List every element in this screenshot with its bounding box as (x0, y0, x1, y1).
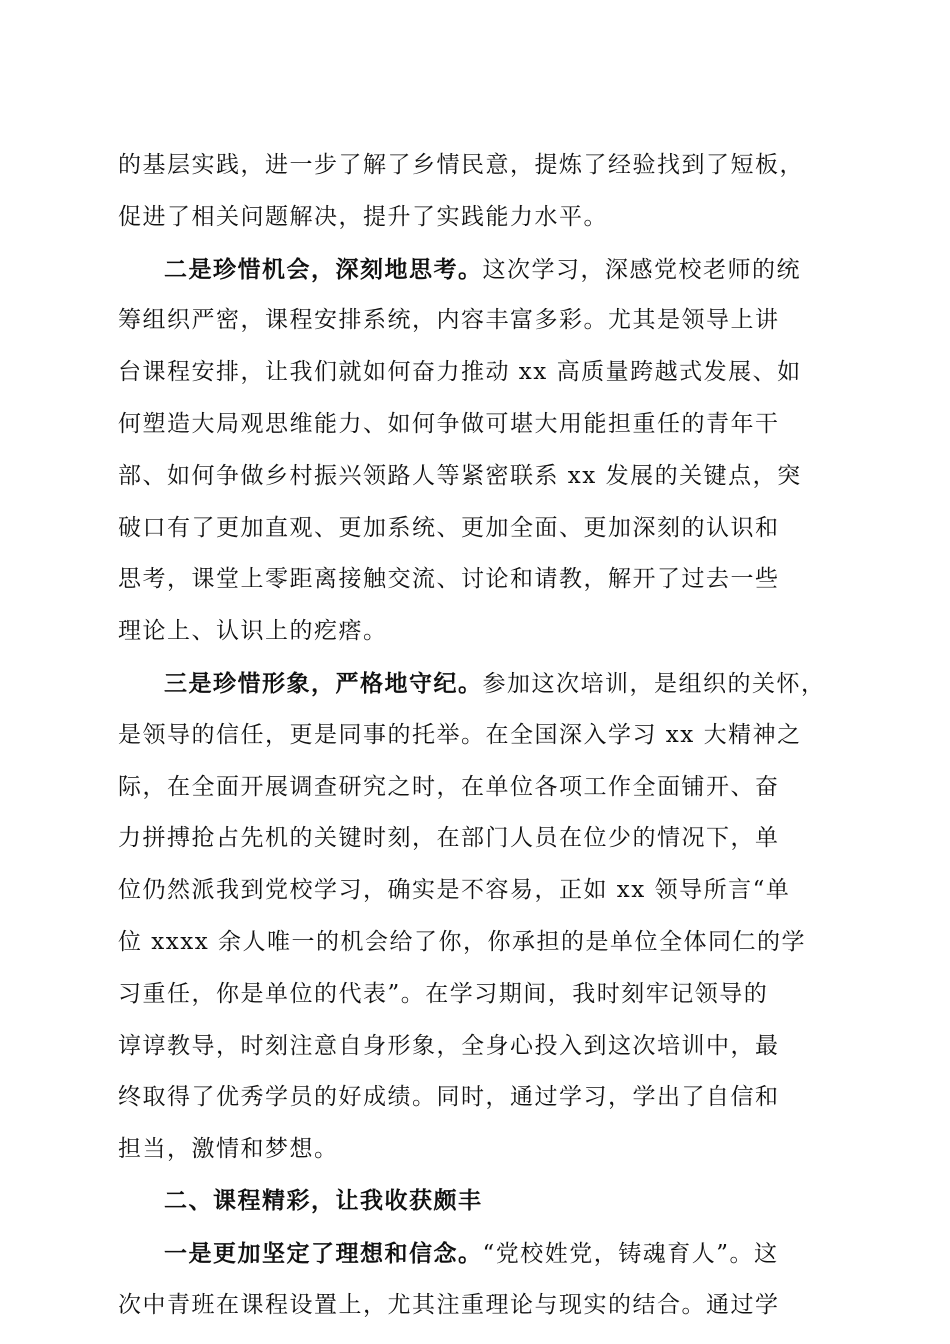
section-heading-text: 二、课程精彩，让我收获颇丰 (164, 1187, 483, 1214)
paragraph-lead: 一是更加坚定了理想和信念。 (164, 1239, 483, 1267)
paragraph-line (118, 192, 830, 244)
paragraph-line (118, 451, 830, 503)
line-text: 担当，激情和梦想。 (118, 1136, 339, 1163)
line-text: 理论上、认识上的疙瘩。 (118, 618, 388, 645)
paragraph-line (118, 658, 830, 710)
line-text: 破口有了更加直观、更加系统、更加全面、更加深刻的认识和 (118, 514, 780, 541)
document-body (118, 140, 830, 1331)
line-text: 的基层实践，进一步了解了乡情民意，提炼了经验找到了短板， (118, 152, 804, 178)
line-text: 这次学习，深感党校老师的统 (482, 256, 801, 283)
paragraph-line (118, 813, 830, 865)
paragraph-line (118, 503, 830, 555)
paragraph-line (118, 295, 830, 347)
line-text: 是领导的信任，更是同事的托举。在全国深入学习 xx 大精神之 (118, 721, 802, 748)
paragraph-lead: 三是珍惜形象，严格地守纪。 (164, 669, 483, 697)
paragraph-line (118, 710, 830, 762)
line-text: 际，在全面开展调查研究之时，在单位各项工作全面铺开、奋 (118, 773, 780, 800)
line-text: 促进了相关问题解决，提升了实践能力水平。 (118, 203, 608, 230)
paragraph-line (118, 606, 830, 658)
paragraph-line (118, 399, 830, 451)
line-text: 习重任，你是单位的代表”。在学习期间，我时刻牢记领导的 (118, 980, 769, 1007)
line-text: 谆谆教导，时刻注意自身形象，全身心投入到这次培训中，最 (118, 1032, 780, 1059)
paragraph-line (118, 1021, 830, 1073)
paragraph-line (118, 1280, 830, 1332)
line-text: 力拼搏抢占先机的关键时刻，在部门人员在位少的情况下，单 (118, 825, 780, 852)
line-text: 位仍然派我到党校学习，确实是不容易，正如 xx 领导所言“单 (118, 877, 791, 904)
paragraph-lead: 二是珍惜机会，深刻地思考。 (164, 255, 483, 283)
paragraph-line (118, 1072, 830, 1124)
line-text: 筹组织严密，课程安排系统，内容丰富多彩。尤其是领导上讲 (118, 307, 780, 334)
line-text: 台课程安排，让我们就如何奋力推动 xx 高质量跨越式发展、如 (118, 359, 802, 386)
section-heading (118, 1176, 830, 1228)
paragraph-line (118, 1228, 830, 1280)
paragraph-line (118, 140, 830, 192)
paragraph-line (118, 865, 830, 917)
paragraph-line (118, 1124, 830, 1176)
line-text: 次中青班在课程设置上，尤其注重理论与现实的结合。通过学 (118, 1291, 780, 1318)
line-text: 参加这次培训，是组织的关怀， (482, 670, 826, 697)
paragraph-line (118, 969, 830, 1021)
line-text: 何塑造大局观思维能力、如何争做可堪大用能担重任的青年干 (118, 410, 780, 437)
paragraph-line (118, 917, 830, 969)
paragraph-line (118, 554, 830, 606)
line-text: “党校姓党，铸魂育人”。这 (482, 1240, 779, 1267)
line-text: 思考，课堂上零距离接触交流、讨论和请教，解开了过去一些 (118, 566, 780, 593)
line-text: 位 xxxx 余人唯一的机会给了你，你承担的是单位全体同仁的学 (118, 928, 807, 955)
line-text: 终取得了优秀学员的好成绩。同时，通过学习，学出了自信和 (118, 1084, 780, 1111)
line-text: 部、如何争做乡村振兴领路人等紧密联系 xx 发展的关键点，突 (118, 462, 802, 489)
paragraph-line (118, 347, 830, 399)
paragraph-line (118, 762, 830, 814)
paragraph-line (118, 244, 830, 296)
